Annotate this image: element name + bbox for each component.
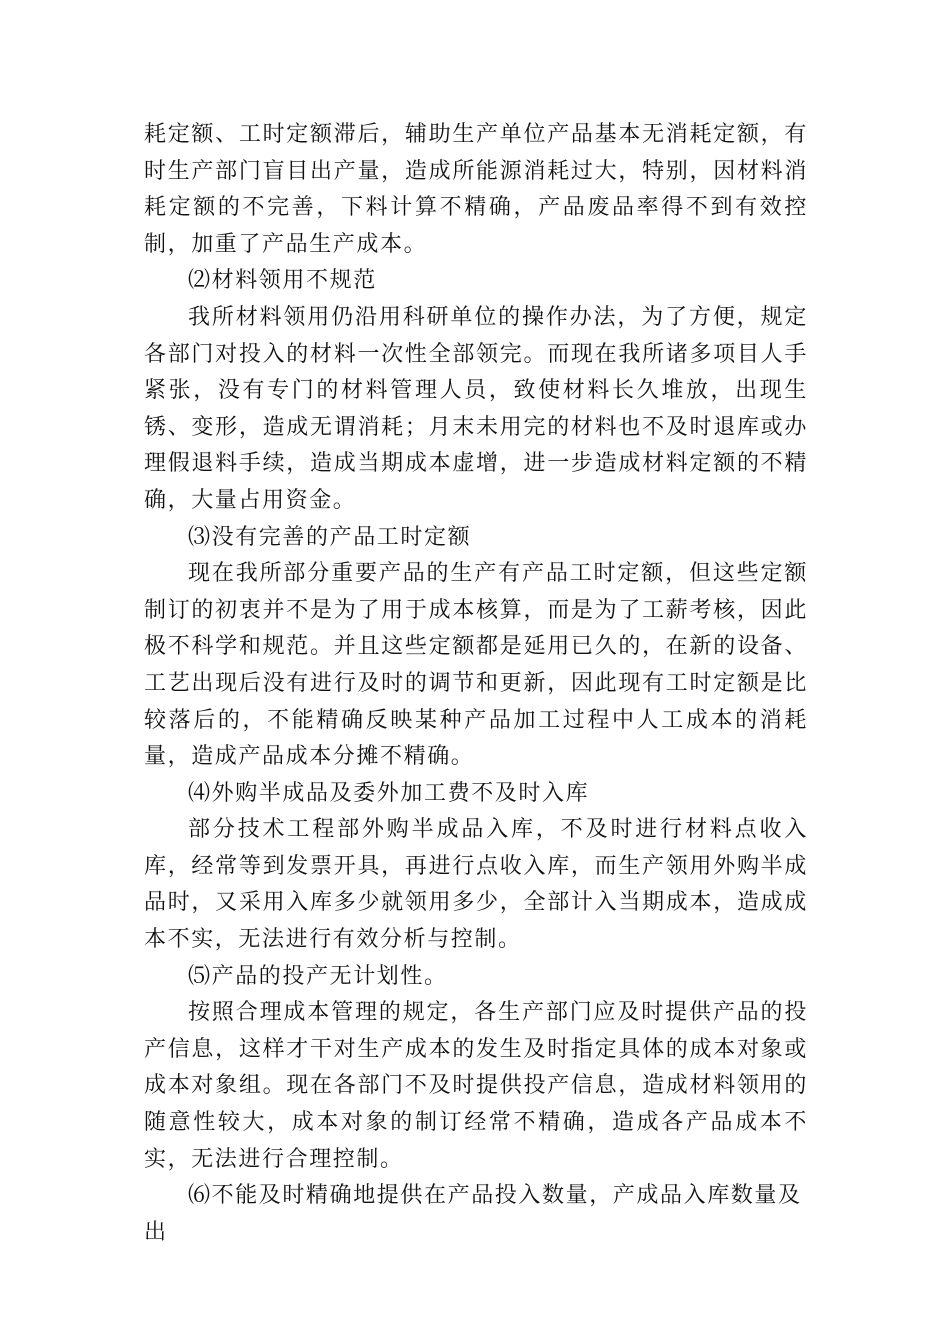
- paragraph-continued: 耗定额、工时定额滞后，辅助生产单位产品基本无消耗定额，有时生产部门盲目出产量，造成所能源消耗过大，特别，因材料消耗定额的不完善，下料计算不精确，产品废品率得不到有效控制，加重了产品生产成本。: [144, 122, 808, 257]
- section-heading-6: ⑹不能及时精确地提供在产品投入数量，产成品入库数量及出: [144, 1183, 802, 1245]
- paragraph-outsourced-parts: 部分技术工程部外购半成品入库，不及时进行材料点收入库，经常等到发票开具，再进行点收入库，而生产领用外购半成品时，又采用入库多少就领用多少，全部计入当期成本，造成成本不实，无法进行有效分析与控制。: [144, 817, 808, 953]
- section-heading-2: ⑵材料领用不规范: [188, 268, 377, 294]
- paragraph-production-planning: 按照合理成本管理的规定，各生产部门应及时提供产品的投产信息，这样才干对生产成本的发生及时指定具体的成本对象或成本对象组。现在各部门不及时提供投产信息，造成材料领用的随意性较大，成本对象的制订经常不精确，造成各产品成本不实，无法进行合理控制。: [144, 1000, 808, 1172]
- paragraph-labor-hours: 现在我所部分重要产品的生产有产品工时定额，但这些定额制订的初衷并不是为了用于成本核算，而是为了工薪考核，因此极不科学和规范。并且这些定额都是延用已久的，在新的设备、工艺出现后没有进行及时的调节和更新，因此现有工时定额是比较落后的，不能精确反映某种产品加工过程中人工成本的消耗量，造成产品成本分摊不精确。: [144, 561, 808, 770]
- section-heading-3: ⑶没有完善的产品工时定额: [188, 524, 472, 550]
- paragraph-material-requisition: 我所材料领用仍沿用科研单位的操作办法，为了方便，规定各部门对投入的材料一次性全部领完。而现在我所诸多项目人手紧张，没有专门的材料管理人员，致使材料长久堆放，出现生锈、变形，造成无谓消耗；月末未用完的材料也不及时退库或办理假退料手续，造成当期成本虚增，进一步造成材料定额的不精确，大量占用资金。: [144, 304, 808, 513]
- section-heading-4: ⑷外购半成品及委外加工费不及时入库: [188, 780, 590, 806]
- document-body: [144, 117, 808, 1251]
- section-heading-5: ⑸产品的投产无计划性。: [188, 963, 448, 989]
